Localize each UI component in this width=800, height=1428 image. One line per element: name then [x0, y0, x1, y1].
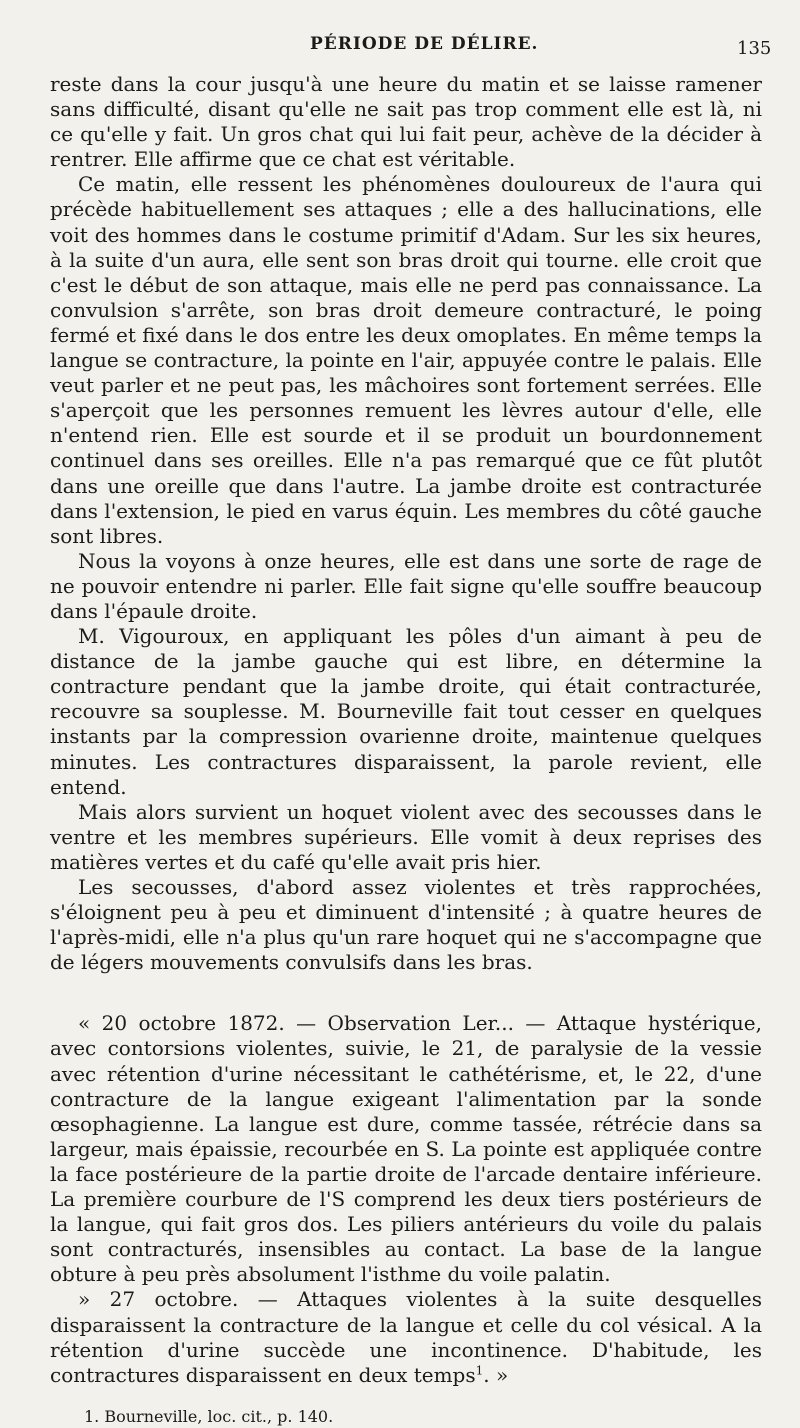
section-gap [50, 975, 762, 1011]
page-number: 135 [737, 38, 772, 59]
footnote-marker: 1 [475, 1363, 484, 1378]
page-header [0, 30, 800, 60]
footnote-gap [50, 1388, 762, 1406]
page-body [50, 72, 762, 1428]
paragraph: Les secousses, d'abord assez violentes et très rapprochées, s'éloignent peu à peu et diminuent d'intensité ; à quatre heures de l'après-midi, elle n'a plus qu'un rare hoquet qui ne s'accompagne que de légers mouvements convulsifs dans les bras. [50, 875, 762, 975]
footnote: 1. Bourneville, loc. cit., p. 140. [84, 1406, 334, 1426]
paragraph: « 20 octobre 1872. — Observation Ler... — Attaque hystérique, avec contorsions violentes, suivie, le 21, de paralysie de la vessie avec rétention d'urine nécessitant le cathétérisme, et, le 22, d'une contracture de la langue exigeant l'alimentation par la sonde œsophagienne. La langue est dure, comme tassée, rétrécie dans sa largeur, mais épaissie, recourbée en S. La pointe est appliquée contre la face postérieure de la partie droite de l'arcade dentaire inférieure. La première courbure de l'S comprend les deux tiers postérieurs de la langue, qui fait gros dos. Les piliers antérieurs du voile du palais sont contracturés, insensibles au contact. La base de la langue obture à peu près absolument l'isthme du voile palatin. [50, 1011, 762, 1287]
paragraph [50, 1287, 762, 1387]
paragraph: M. Vigouroux, en appliquant les pôles d'un aimant à peu de distance de la jambe gauche qui est libre, en détermine la contracture pendant que la jambe droite, qui était contracturée, recouvre sa souplesse. M. Bourneville fait tout cesser en quelques instants par la compression ovarienne droite, maintenue quelques minutes. Les contractures disparaissent, la parole revient, elle entend. [50, 624, 762, 799]
paragraph: Mais alors survient un hoquet violent avec des secousses dans le ventre et les membres supérieurs. Elle vomit à deux reprises des matières vertes et du café qu'elle avait pris hier. [50, 799, 762, 874]
running-head: PÉRIODE DE DÉLIRE. [310, 34, 539, 54]
paragraph-text-end: . » [483, 1362, 509, 1387]
paragraph-text: » 27 octobre. — Attaques violentes à la suite desquelles disparaissent la contracture de la langue et celle du col vésical. A la rétention d'urine succède une incontinence. D'habitude, les contractures disparaissent en deux temps [50, 1287, 762, 1387]
paragraph: Ce matin, elle ressent les phénomènes douloureux de l'aura qui précède habituellement ses attaques ; elle a des hallucinations, elle voit des hommes dans le costume primitif d'Adam. Sur les six heures, à la suite d'un aura, elle sent son bras droit qui tourne. elle croit que c'est le début de son attaque, mais elle ne perd pas connaissance. La convulsion s'arrête, son bras droit demeure contracturé, le poing fermé et fixé dans le dos entre les deux omoplates. En même temps la langue se contracture, la pointe en l'air, appuyée contre le palais. Elle veut parler et ne peut pas, les mâchoires sont fortement serrées. Elle s'aperçoit que les personnes remuent les lèvres autour d'elle, elle n'entend rien. Elle est sourde et il se produit un bourdonnement continuel dans ses oreilles. Elle n'a pas remarqué que ce fût plutôt dans une oreille que dans l'autre. La jambe droite est contracturée dans l'extension, le pied en varus équin. Les membres du côté gauche sont libres. [50, 172, 762, 548]
paragraph: reste dans la cour jusqu'à une heure du matin et se laisse ramener sans difficulté, disant qu'elle ne sait pas trop comment elle est là, ni ce qu'elle y fait. Un gros chat qui lui fait peur, achève de la décider à rentrer. Elle affirme que ce chat est véritable. [50, 72, 762, 172]
paragraph: Nous la voyons à onze heures, elle est dans une sorte de rage de ne pouvoir entendre ni parler. Elle fait signe qu'elle souffre beaucoup dans l'épaule droite. [50, 548, 762, 623]
